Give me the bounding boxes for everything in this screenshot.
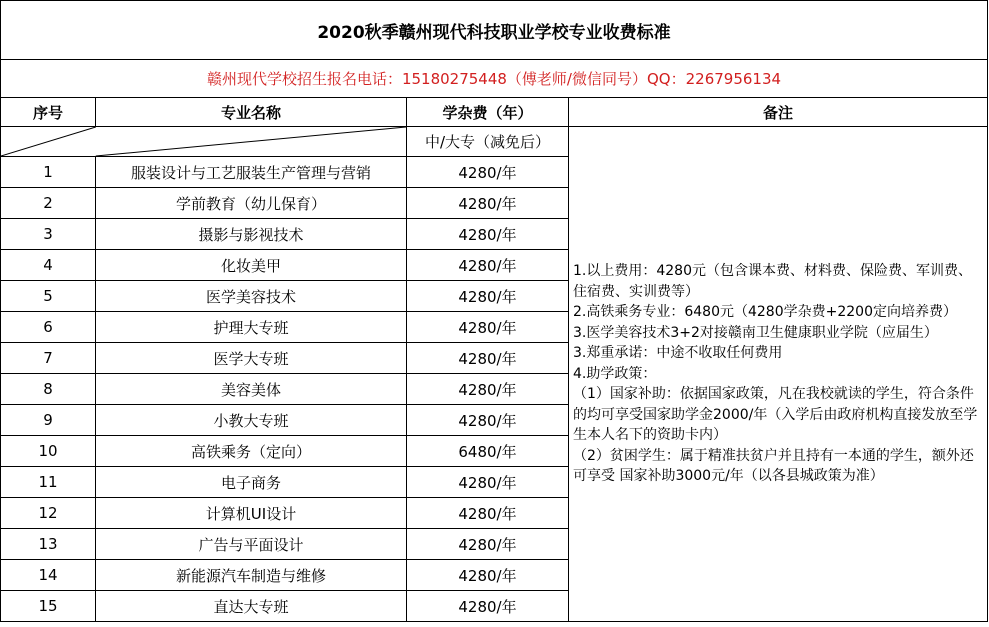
fee-value: 4280/年: [407, 405, 569, 436]
remarks-cell: [569, 127, 988, 622]
row-number: 2: [1, 188, 96, 219]
remark-line: 4.助学政策：: [573, 365, 657, 382]
header-major: 专业名称: [96, 98, 407, 127]
fee-value: 4280/年: [407, 188, 569, 219]
fee-value: 4280/年: [407, 467, 569, 498]
row-number: 14: [1, 560, 96, 591]
major-name: 计算机UI设计: [96, 498, 407, 529]
header-number: 序号: [1, 98, 96, 127]
major-name: 电子商务: [96, 467, 407, 498]
row-number: 7: [1, 343, 96, 374]
major-name: 医学大专班: [96, 343, 407, 374]
remark-line: 3.郑重承诺：中途不收取任何费用: [573, 345, 783, 362]
remark-line: 1.以上费用：4280元（包含课本费、材料费、保险费、军训费、住宿费、实训费等）: [573, 263, 972, 300]
major-name: 服装设计与工艺服装生产管理与营销: [96, 157, 407, 188]
major-name: 新能源汽车制造与维修: [96, 560, 407, 591]
fee-subheader: 中/大专（减免后）: [407, 127, 569, 157]
diagonal-lines: [1, 127, 406, 156]
major-name: 美容美体: [96, 374, 407, 405]
fee-value: 4280/年: [407, 498, 569, 529]
row-number: 10: [1, 436, 96, 467]
major-name: 摄影与影视技术: [96, 219, 407, 250]
fee-value: 4280/年: [407, 591, 569, 622]
diagonal-cell: [1, 127, 407, 157]
major-name: 高铁乘务（定向）: [96, 436, 407, 467]
row-number: 6: [1, 312, 96, 343]
row-number: 4: [1, 250, 96, 281]
row-number: 13: [1, 529, 96, 560]
row-number: 9: [1, 405, 96, 436]
fee-value: 4280/年: [407, 250, 569, 281]
major-name: 直达大专班: [96, 591, 407, 622]
header-remark: 备注: [569, 98, 988, 127]
fee-value: 4280/年: [407, 219, 569, 250]
row-number: 1: [1, 157, 96, 188]
remark-line: （1）国家补助：依据国家政策，凡在我校就读的学生，符合条件的均可享受国家助学金2000/年（入学后由政府机构直接发放至学生本人名下的资助卡内）: [573, 386, 978, 444]
row-number: 8: [1, 374, 96, 405]
page-title: 2020秋季赣州现代科技职业学校专业收费标准: [1, 1, 988, 60]
fee-value: 4280/年: [407, 343, 569, 374]
header-fee: 学杂费（年）: [407, 98, 569, 127]
fee-value: 4280/年: [407, 560, 569, 591]
fee-value: 4280/年: [407, 312, 569, 343]
fee-value: 4280/年: [407, 374, 569, 405]
row-number: 15: [1, 591, 96, 622]
row-number: 12: [1, 498, 96, 529]
remark-line: 2.高铁乘务专业：6480元（4280学杂费+2200定向培养费）: [573, 304, 957, 321]
row-number: 3: [1, 219, 96, 250]
remark-line: 3.医学美容技术3+2对接赣南卫生健康职业学院（应届生）: [573, 324, 938, 341]
row-number: 5: [1, 281, 96, 312]
fee-value: 4280/年: [407, 281, 569, 312]
major-name: 医学美容技术: [96, 281, 407, 312]
row-number: 11: [1, 467, 96, 498]
fee-value: 4280/年: [407, 529, 569, 560]
major-name: 广告与平面设计: [96, 529, 407, 560]
fee-value: 4280/年: [407, 157, 569, 188]
major-name: 小教大专班: [96, 405, 407, 436]
major-name: 学前教育（幼儿保育）: [96, 188, 407, 219]
enrollment-phone-line: 赣州现代学校招生报名电话：15180275448（傅老师/微信同号）QQ：2267956134: [1, 60, 988, 98]
major-name: 化妆美甲: [96, 250, 407, 281]
major-name: 护理大专班: [96, 312, 407, 343]
remark-line: （2）贫困学生：属于精准扶贫户并且持有一本通的学生，额外还可享受 国家补助3000元/年（以各县城政策为准）: [573, 447, 974, 485]
fee-value: 6480/年: [407, 436, 569, 467]
